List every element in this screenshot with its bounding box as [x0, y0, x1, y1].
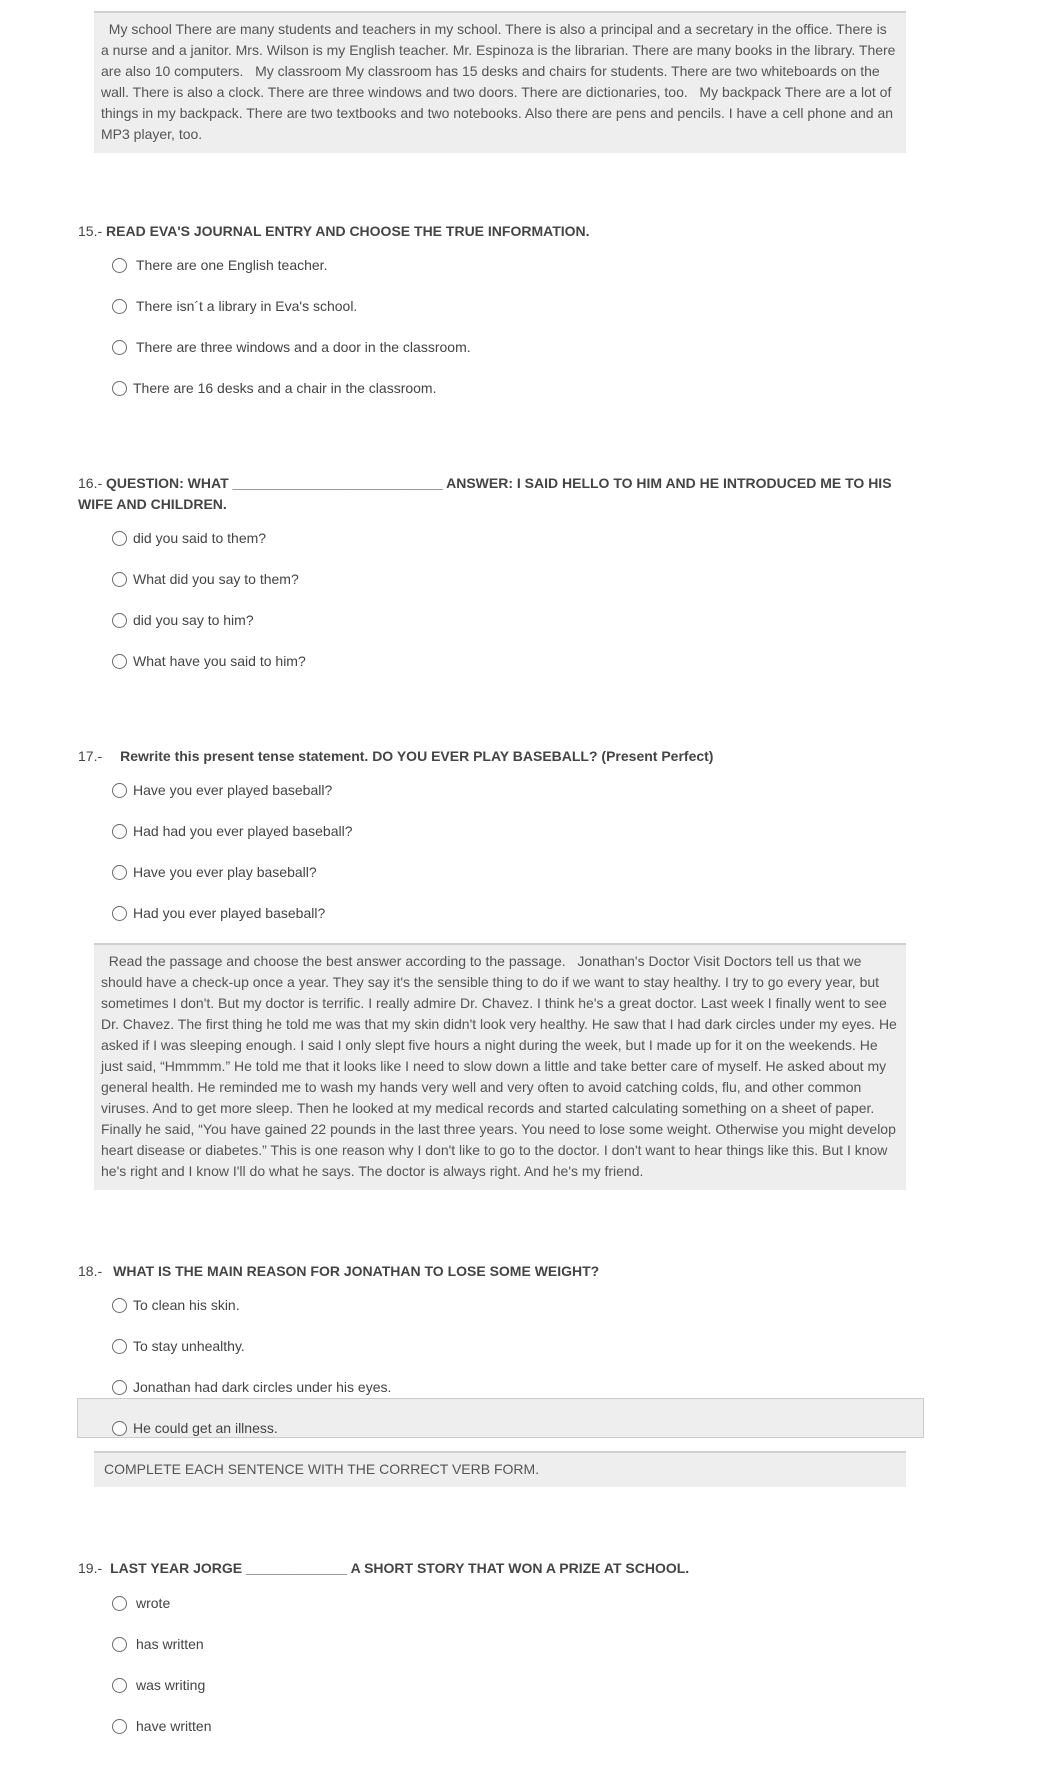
q15-option-3[interactable] — [112, 337, 471, 357]
q16-option-2[interactable] — [112, 569, 299, 589]
reading-passage-doctor-visit — [94, 943, 906, 1190]
question-17 — [78, 746, 918, 767]
reading-passage-school — [94, 11, 906, 153]
q17-option-3[interactable] — [112, 862, 317, 882]
question-18 — [78, 1261, 918, 1282]
q18-option-4[interactable] — [112, 1418, 278, 1438]
question-number: 17.- — [78, 748, 103, 764]
option-label: He could get an illness. — [133, 1420, 278, 1436]
question-19 — [78, 1558, 918, 1579]
option-label: have written — [136, 1718, 212, 1734]
radio-button-icon[interactable] — [112, 613, 127, 628]
option-label: There isn´t a library in Eva's school. — [136, 298, 358, 314]
q15-option-4[interactable] — [112, 378, 437, 398]
option-label: There are three windows and a door in the classroom. — [136, 339, 471, 355]
radio-button-icon[interactable] — [112, 783, 127, 798]
radio-button-icon[interactable] — [112, 381, 127, 396]
radio-button-icon[interactable] — [112, 1421, 127, 1436]
radio-button-icon[interactable] — [112, 1719, 127, 1734]
option-label: There are one English teacher. — [136, 257, 328, 273]
passage-text: My school There are many students and teachers in my school. There is also a principal and a secretary in the office. There is a nurse and a janitor. Mrs. Wilson is my English teacher. Mr. Espinoza is the librarian. There are many books in the library. There are also 10 computers. My classroom My classroom has 15 desks and chairs for students. There are two whiteboards on the wall. There is also a clock. There are three windows and two doors. There are dictionaries, too. My backpack There are a lot of things in my backpack. There are two textbooks and two notebooks. Also there are pens and pencils. I have a cell phone and an MP3 player, too. — [101, 21, 900, 142]
radio-button-icon[interactable] — [112, 865, 127, 880]
question-15 — [78, 221, 918, 242]
q16-option-4[interactable] — [112, 651, 306, 671]
option-label: What did you say to them? — [133, 571, 299, 587]
option-label: Jonathan had dark circles under his eyes. — [133, 1379, 392, 1395]
question-16 — [78, 473, 918, 515]
option-label: did you say to him? — [133, 612, 254, 628]
radio-button-icon[interactable] — [112, 258, 127, 273]
passage-text: Read the passage and choose the best answer according to the passage. Jonathan's Doctor Visit Doctors tell us that we should have a check-up once a year. They say it's the sensible thing to do if we want to stay healthy. I try to go every year, but sometimes I don't. But my doctor is terrific. I really admire Dr. Chavez. I think he's a great doctor. Last week I finally went to see Dr. Chavez. The first thing he told me was that my skin didn't look very healthy. He saw that I had dark circles under my eyes. He asked if I was sleeping enough. I said I only slept five hours a night during the week, but I made up for it on the weekends. He just said, “Hmmmm.” He told me that it looks like I need to slow down a little and take better care of myself. He asked about my general health. He reminded me to wash my hands very well and very often to avoid catching colds, flu, and other common viruses. And to get more sleep. Then he looked at my medical records and started calculating something on a sheet of paper. Finally he said, “You have gained 22 pounds in the last three years. You need to lose some weight. Otherwise you might develop heart disease or diabetes.” This is one reason why I don't like to go to the doctor. I don't want to hear things like this. But I know he's right and I know I'll do what he says. The doctor is always right. And he's my friend. — [101, 953, 901, 1179]
radio-button-icon[interactable] — [112, 1678, 127, 1693]
question-number: 18.- — [78, 1263, 103, 1279]
radio-button-icon[interactable] — [112, 906, 127, 921]
q18-option-1[interactable] — [112, 1295, 240, 1315]
question-number: 15.- — [78, 223, 103, 239]
option-label: has written — [136, 1636, 204, 1652]
question-text: LAST YEAR JORGE _____________ A SHORT STORY THAT WON A PRIZE AT SCHOOL. — [110, 1560, 690, 1576]
q19-option-3[interactable] — [112, 1675, 205, 1695]
q17-option-4[interactable] — [112, 903, 325, 923]
q17-option-1[interactable] — [112, 780, 332, 800]
q15-option-1[interactable] — [112, 255, 327, 275]
option-label: was writing — [136, 1677, 206, 1693]
q17-option-2[interactable] — [112, 821, 353, 841]
question-text: READ EVA'S JOURNAL ENTRY AND CHOOSE THE TRUE INFORMATION. — [102, 223, 590, 239]
radio-button-icon[interactable] — [112, 299, 127, 314]
instruction-text: COMPLETE EACH SENTENCE WITH THE CORRECT VERB FORM. — [104, 1461, 540, 1477]
option-label: did you said to them? — [133, 530, 267, 546]
q18-option-3[interactable] — [112, 1377, 391, 1397]
q16-option-3[interactable] — [112, 610, 254, 630]
radio-button-icon[interactable] — [112, 1339, 127, 1354]
radio-button-icon[interactable] — [112, 531, 127, 546]
q19-option-2[interactable] — [112, 1634, 204, 1654]
option-label: Have you ever played baseball? — [133, 782, 333, 798]
radio-button-icon[interactable] — [112, 1637, 127, 1652]
q18-option-2[interactable] — [112, 1336, 245, 1356]
radio-button-icon[interactable] — [112, 824, 127, 839]
question-number: 16.- — [78, 475, 103, 491]
question-text: WHAT IS THE MAIN REASON FOR JONATHAN TO LOSE SOME WEIGHT? — [113, 1263, 600, 1279]
radio-button-icon[interactable] — [112, 572, 127, 587]
q19-option-4[interactable] — [112, 1716, 211, 1736]
q19-option-1[interactable] — [112, 1593, 170, 1613]
question-text: Rewrite this present tense statement. DO YOU EVER PLAY BASEBALL? (Present Perfect) — [120, 748, 714, 764]
option-label: Had you ever played baseball? — [133, 905, 326, 921]
section-instruction — [94, 1451, 906, 1487]
option-label: Had had you ever played baseball? — [133, 823, 353, 839]
option-label: wrote — [136, 1595, 171, 1611]
radio-button-icon[interactable] — [112, 1596, 127, 1611]
radio-button-icon[interactable] — [112, 654, 127, 669]
radio-button-icon[interactable] — [112, 340, 127, 355]
option-label: There are 16 desks and a chair in the classroom. — [133, 380, 437, 396]
q15-option-2[interactable] — [112, 296, 357, 316]
question-number: 19.- — [78, 1560, 103, 1576]
option-label: To stay unhealthy. — [133, 1338, 245, 1354]
option-label: To clean his skin. — [133, 1297, 240, 1313]
radio-button-icon[interactable] — [112, 1298, 127, 1313]
q16-option-1[interactable] — [112, 528, 266, 548]
option-label: Have you ever play baseball? — [133, 864, 317, 880]
radio-button-icon[interactable] — [112, 1380, 127, 1395]
question-text: QUESTION: WHAT ___________________________ ANSWER: I SAID HELLO TO HIM AND HE INTRODUCED ME TO HIS WIFE AND CHILDREN. — [78, 475, 892, 512]
option-label: What have you said to him? — [133, 653, 306, 669]
